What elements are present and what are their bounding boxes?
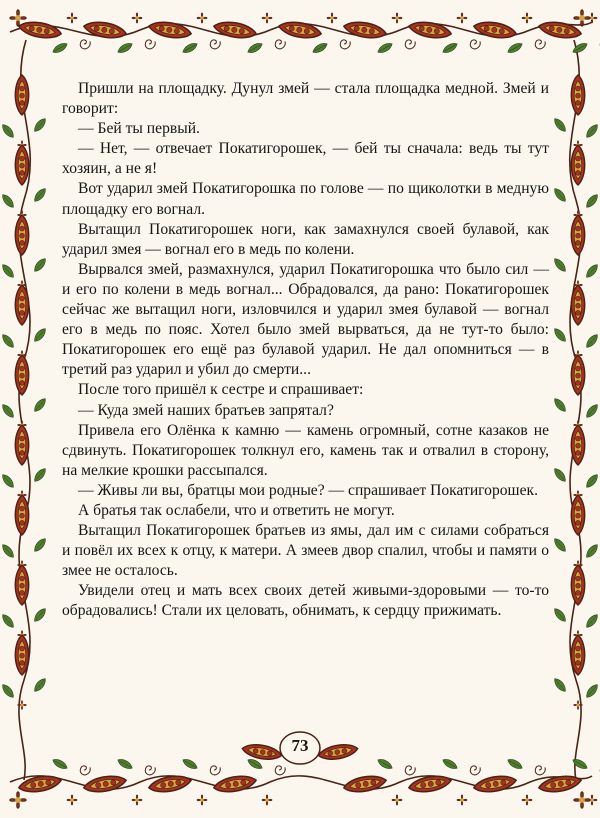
story-paragraph: После того пришёл к сестре и спрашивает: [78, 381, 364, 399]
pea-pod-ornament [15, 635, 28, 675]
swirl-ornament [470, 40, 480, 49]
story-paragraph: А братья так ослабели, что и ответить не могут. [78, 501, 395, 519]
leaf-ornament [552, 327, 568, 344]
leaf-ornament [552, 117, 568, 134]
pea-pod-ornament [15, 425, 28, 465]
leaf-ornament [0, 543, 16, 560]
leaf-ornament [552, 187, 568, 204]
swirl-ornament [405, 766, 415, 775]
swirl-ornament [80, 766, 90, 775]
story-text [62, 79, 549, 622]
pea-pod-ornament [571, 635, 584, 675]
story-paragraph: — Куда змей наших братьев запрятал? [78, 401, 334, 419]
story-paragraph: Вот ударил змей Покатигорошка по голове — по щиколотки в медную площадку его вогнал. [62, 180, 549, 218]
leaf-ornament [552, 677, 568, 694]
pea-pod-ornament [278, 19, 323, 41]
pea-pod-ornament [571, 285, 584, 325]
flower-ornament [67, 795, 77, 805]
leaf-ornament [584, 123, 600, 140]
swirl-ornament [340, 40, 350, 49]
leaf-ornament [441, 757, 459, 771]
leaf-ornament [32, 467, 48, 484]
pea-pod-ornament [15, 285, 28, 325]
leaf-ornament [584, 473, 600, 490]
story-paragraph: Пришли на площадку. Дунул змей — стала площадка медной. Змей и говорит: [62, 80, 549, 118]
swirl-ornament [535, 766, 545, 775]
leaf-ornament [584, 683, 600, 700]
pea-pod-ornament [15, 215, 28, 255]
leaf-ornament [0, 123, 16, 140]
leaf-ornament [0, 473, 16, 490]
leaf-ornament [246, 41, 264, 55]
leaf-ornament [181, 757, 199, 771]
leaf-ornament [441, 41, 459, 55]
story-paragraph: Увидели отец и мать всех своих детей живыми-здоровыми — то-то обрадовались! Стали их целовать, обнимать, к сердцу прижимать. [62, 582, 549, 620]
leaf-ornament [32, 117, 48, 134]
swirl-ornament [535, 40, 545, 49]
pea-pod-ornament [148, 19, 193, 41]
pea-pod-ornament [213, 19, 258, 41]
swirl-ornament [210, 40, 220, 49]
leaf-ornament [0, 333, 16, 350]
leaf-ornament [32, 327, 48, 344]
leaf-ornament [32, 607, 48, 624]
leaf-ornament [506, 41, 524, 55]
leaf-ornament [181, 41, 199, 55]
story-paragraph: — Нет, — отвечает Покатигорошек, — бей ты сначала: ведь ты тут хозяин, а не я! [62, 140, 549, 178]
flower-ornament [262, 795, 272, 805]
leaf-ornament [32, 257, 48, 274]
pea-pod-ornament [343, 773, 388, 795]
pea-pod-ornament [571, 425, 584, 465]
leaf-ornament [32, 677, 48, 694]
story-paragraph: Вытащил Покатигорошек братьев из ямы, дал им с силами собраться и повёл их всех к отцу, к матери. А змеев двор спалил, чтобы и памяти о змее не осталось. [62, 522, 549, 580]
flower-ornament [457, 13, 467, 23]
leaf-ornament [32, 397, 48, 414]
leaf-ornament [584, 333, 600, 350]
pea-pod-ornament [15, 565, 28, 605]
swirl-ornament [405, 40, 415, 49]
swirl-ornament [145, 766, 155, 775]
pea-pod-ornament [571, 145, 584, 185]
leaf-ornament [32, 187, 48, 204]
swirl-ornament [275, 40, 285, 49]
pea-pod-ornament [343, 19, 388, 41]
leaf-ornament [116, 757, 134, 771]
leaf-ornament [584, 543, 600, 560]
flower-ornament [327, 13, 337, 23]
leaf-ornament [506, 757, 524, 771]
leaf-ornament [552, 467, 568, 484]
leaf-ornament [571, 757, 589, 771]
flower-ornament [457, 795, 467, 805]
pea-pod-ornament [213, 773, 258, 795]
pea-pod-ornament [571, 215, 584, 255]
leaf-ornament [552, 537, 568, 554]
pea-pod-ornament [571, 75, 584, 115]
flower-ornament [67, 13, 77, 23]
story-paragraph: Вырвался змей, размахнулся, ударил Покатигорошка что было сил — и его по колени в медь вогнал... Обрадовался, да рано: Покатигорошек сейчас же вытащил ноги, изловчился и ударил змея булавой — вогнал его в медь по пояс. Хотел было змей вырваться, да не тут-то было: Покатигорошек его ещё раз булавой ударил. Не дал опомниться — в третий раз ударил и убил до смерти... [62, 260, 549, 379]
leaf-ornament [584, 193, 600, 210]
flower-ornament [262, 13, 272, 23]
pea-pod-ornament [408, 773, 453, 795]
leaf-ornament [584, 403, 600, 420]
swirl-ornament [275, 766, 285, 775]
pea-pod-ornament [18, 19, 63, 41]
flower-ornament [197, 795, 207, 805]
story-paragraph: — Бей ты первый. [78, 120, 200, 138]
swirl-ornament [80, 40, 90, 49]
leaf-ornament [0, 683, 16, 700]
leaf-ornament [51, 757, 69, 771]
pea-pod-ornament [83, 19, 128, 41]
pea-pod-ornament [15, 75, 28, 115]
flower-ornament [392, 13, 402, 23]
pea-pod-ornament [148, 773, 193, 795]
flower-ornament [132, 795, 142, 805]
story-paragraph: — Живы ли вы, братцы мои родные? — спрашивает Покатигорошек. [78, 481, 538, 499]
page-number: 73 [291, 736, 309, 755]
leaf-ornament [552, 257, 568, 274]
flower-ornament [197, 13, 207, 23]
flower-ornament [132, 13, 142, 23]
pea-pod-ornament [473, 773, 518, 795]
leaf-ornament [0, 403, 16, 420]
flower-ornament [522, 795, 532, 805]
leaf-ornament [0, 263, 16, 280]
pea-pod-ornament [473, 19, 518, 41]
swirl-ornament [470, 766, 480, 775]
pea-pod-ornament [15, 495, 28, 535]
leaf-ornament [116, 41, 134, 55]
flower-ornament [392, 795, 402, 805]
pea-pod-ornament [83, 773, 128, 795]
corner-flower-ornament [10, 792, 26, 808]
leaf-ornament [376, 757, 394, 771]
leaf-ornament [584, 263, 600, 280]
pea-pod-ornament [538, 19, 583, 41]
story-paragraph: Привела его Олёнка к камню — камень огромный, сотне казаков не сдвинуть. Покатигорошек толкнул его, камень так и отвалил в сторону, на мелкие крошки рассыпался. [62, 421, 549, 479]
story-paragraph: Вытащил Покатигорошек ноги, как замахнулся своей булавой, как ударил змея — вогнал его в медь по колени. [62, 220, 549, 258]
swirl-ornament [145, 40, 155, 49]
leaf-ornament [552, 607, 568, 624]
leaf-ornament [376, 41, 394, 55]
flower-ornament [522, 13, 532, 23]
swirl-ornament [210, 766, 220, 775]
pea-pod-ornament [15, 145, 28, 185]
pea-pod-ornament [571, 565, 584, 605]
leaf-ornament [552, 397, 568, 414]
leaf-ornament [571, 41, 589, 55]
corner-flower-ornament [574, 792, 590, 808]
leaf-ornament [311, 41, 329, 55]
leaf-ornament [0, 193, 16, 210]
leaf-ornament [32, 537, 48, 554]
pea-pod-ornament [15, 355, 28, 395]
pea-pod-ornament [571, 355, 584, 395]
leaf-ornament [584, 613, 600, 630]
leaf-ornament [51, 41, 69, 55]
leaf-ornament [0, 613, 16, 630]
pea-pod-ornament [408, 19, 453, 41]
pea-pod-ornament [571, 495, 584, 535]
